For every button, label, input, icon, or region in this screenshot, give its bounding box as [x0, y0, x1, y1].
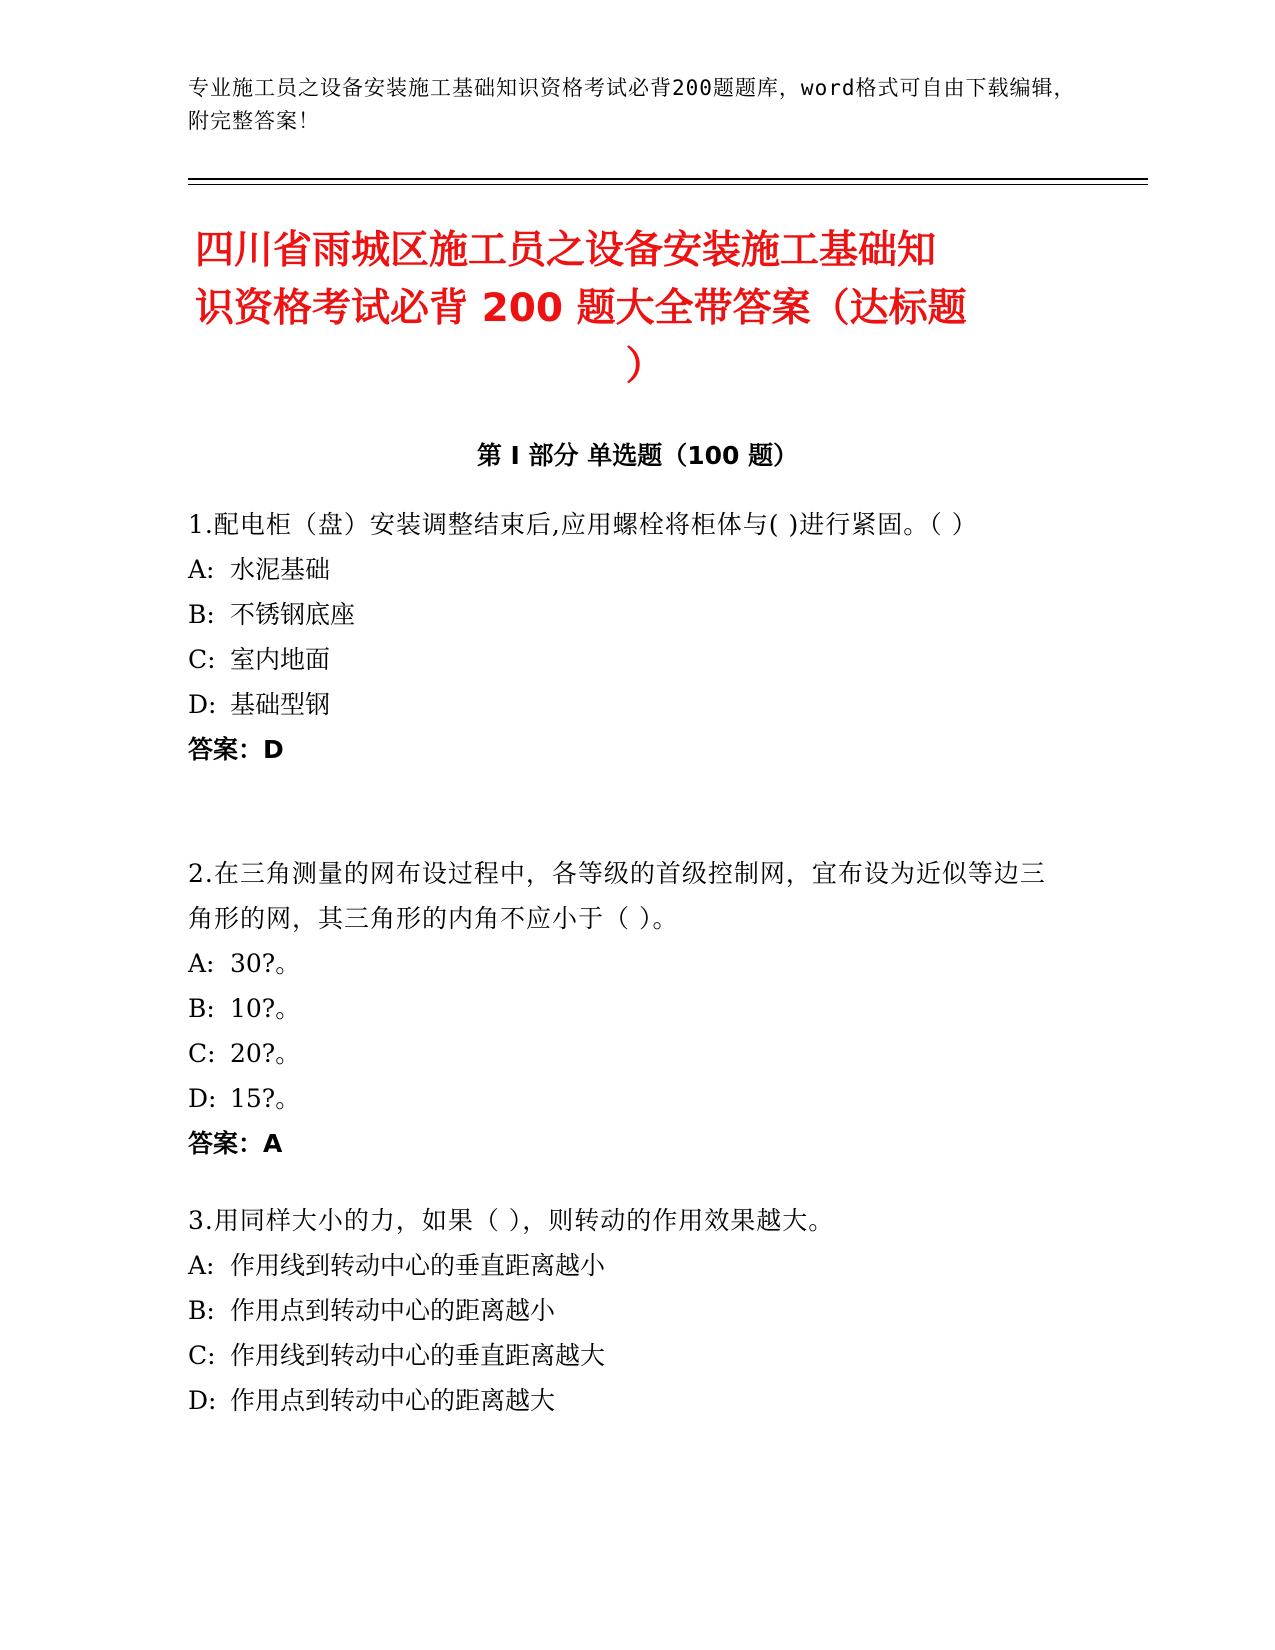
- option-a: [188, 547, 1068, 592]
- option-c: [188, 637, 1068, 682]
- option-key: A:: [188, 1251, 215, 1280]
- option-key: C:: [188, 645, 216, 674]
- option-key: B:: [188, 1296, 215, 1325]
- document-title: [195, 222, 1095, 396]
- option-d: [188, 1378, 1068, 1423]
- option-key: B:: [188, 994, 215, 1023]
- answer-value: A: [263, 1129, 283, 1158]
- option-b: [188, 592, 1068, 637]
- option-text: 水泥基础: [230, 555, 331, 584]
- option-text: 作用点到转动中心的距离越小: [230, 1296, 556, 1325]
- title-line-2: 识资格考试必背 200 题大全带答案（达标题: [195, 286, 967, 331]
- option-key: D:: [188, 690, 217, 719]
- header-rule-thick: [188, 178, 1148, 180]
- option-text: 15?。: [230, 1084, 301, 1113]
- header-rule-thin: [188, 184, 1148, 185]
- option-d: [188, 682, 1068, 727]
- option-key: B:: [188, 600, 215, 629]
- option-text: 室内地面: [230, 645, 331, 674]
- option-a: [188, 1243, 1068, 1288]
- option-text: 不锈钢底座: [230, 600, 356, 629]
- question-text: 3.用同样大小的力，如果（ ），则转动的作用效果越大。: [188, 1206, 835, 1235]
- option-key: D:: [188, 1084, 217, 1113]
- answer-line: [188, 727, 1068, 772]
- option-text: 30?。: [230, 949, 301, 978]
- answer-value: D: [263, 735, 284, 764]
- option-a: [188, 941, 1068, 986]
- question-2: [188, 851, 1068, 1166]
- header-note: 专业施工员之设备安装施工基础知识资格考试必背200题题库，word格式可自由下载编辑，附完整答案！: [188, 76, 1076, 133]
- option-text: 基础型钢: [230, 690, 331, 719]
- title-line-1: 四川省雨城区施工员之设备安装施工基础知: [195, 228, 937, 273]
- question-1: [188, 502, 1068, 772]
- question-text: 1.配电柜（盘）安装调整结束后,应用螺栓将柜体与( )进行紧固。（ ）: [188, 510, 978, 539]
- question-3: [188, 1198, 1068, 1423]
- option-b: [188, 1288, 1068, 1333]
- answer-line: [188, 1121, 1068, 1166]
- option-d: [188, 1076, 1068, 1121]
- option-b: [188, 986, 1068, 1031]
- answer-label: 答案：: [188, 1129, 264, 1158]
- option-text: 作用线到转动中心的垂直距离越大: [230, 1341, 606, 1370]
- option-key: A:: [188, 555, 215, 584]
- option-key: C:: [188, 1341, 216, 1370]
- option-text: 10?。: [230, 994, 301, 1023]
- option-text: 作用点到转动中心的距离越大: [230, 1386, 556, 1415]
- option-key: A:: [188, 949, 215, 978]
- section-heading: 第 I 部分 单选题（100 题）: [476, 441, 799, 470]
- option-c: [188, 1031, 1068, 1076]
- question-text: 2.在三角测量的网布设过程中，各等级的首级控制网，宜布设为近似等边三角形的网，其三角形的内角不应小于（ ）。: [188, 859, 1046, 933]
- answer-label: 答案：: [188, 735, 264, 764]
- option-text: 20?。: [230, 1039, 301, 1068]
- option-key: C:: [188, 1039, 216, 1068]
- option-text: 作用线到转动中心的垂直距离越小: [230, 1251, 606, 1280]
- title-line-3: ）: [625, 344, 665, 389]
- option-key: D:: [188, 1386, 217, 1415]
- option-c: [188, 1333, 1068, 1378]
